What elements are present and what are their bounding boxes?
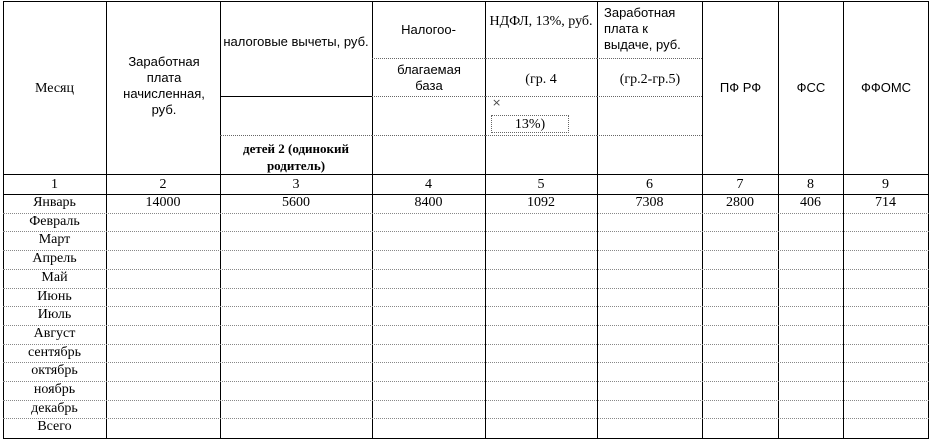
header-month: Месяц [35,81,74,96]
table-border-bottom [3,438,929,439]
month-cell: Май [41,269,68,285]
value-cell [220,325,372,344]
value-cell [372,400,485,419]
header-salary: Заработная плата начисленная, руб. [123,54,205,117]
dotted-line [485,58,597,59]
row-divider [3,213,929,214]
header-payout-formula: (гр.2-гр.5) [619,72,681,87]
value-cell [597,381,702,400]
value-cell [106,418,220,437]
table-row [0,194,931,213]
value-cell [843,250,928,269]
month-cell: октябрь [31,363,78,379]
value-cell [843,213,928,232]
table-row [0,325,931,344]
value-cell [372,362,485,381]
header-fss: ФСС [796,80,826,95]
value-cell [702,231,778,250]
value-cell [778,250,843,269]
deductions-subheader-line [220,96,372,97]
dotted-line [485,135,597,136]
value-cell [597,231,702,250]
value-cell [702,306,778,325]
value-cell [597,418,702,437]
column-number: 3 [292,177,300,192]
table-row [0,362,931,381]
value-cell [702,381,778,400]
table-row [0,213,931,232]
value-cell [702,269,778,288]
month-cell: Всего [37,419,72,435]
table-row [0,288,931,307]
value-cell [702,250,778,269]
header-ffoms: ФФОМС [860,80,912,95]
table-row [0,381,931,400]
value-cell [220,288,372,307]
value-cell [597,250,702,269]
value-cell [372,288,485,307]
table-row [0,418,931,437]
dotted-line [597,135,702,136]
value-cell [702,400,778,419]
value-cell [778,362,843,381]
dotted-line [220,135,372,136]
value-cell [372,381,485,400]
dotted-line [372,96,485,97]
value-cell [843,288,928,307]
header-deductions-children: детей 2 (одинокий родитель) [243,141,349,173]
value-cell: 5600 [282,195,310,210]
header-ndfl: НДФЛ, 13%, руб. [489,14,593,29]
dotted-line [372,58,485,59]
column-number: 6 [646,177,653,192]
row-divider [3,288,929,289]
row-divider [3,381,929,382]
value-cell: 2800 [726,195,754,210]
value-cell [597,400,702,419]
row-divider [3,362,929,363]
value-cell [597,288,702,307]
value-cell [106,213,220,232]
value-cell [220,269,372,288]
value-cell [485,344,597,363]
month-cell: Февраль [29,213,80,229]
value-cell [372,250,485,269]
value-cell [372,269,485,288]
value-cell [485,269,597,288]
value-cell [106,381,220,400]
row-divider [3,250,929,251]
value-cell [702,418,778,437]
value-cell [106,288,220,307]
row-divider [3,306,929,307]
table-row [0,250,931,269]
header-taxbase-bottom: благаемая база [397,62,461,93]
value-cell [843,231,928,250]
value-cell [485,306,597,325]
value-cell [485,381,597,400]
dotted-line [597,96,702,97]
table-border-top [3,1,929,2]
value-cell [106,269,220,288]
row-divider [3,400,929,401]
value-cell [220,418,372,437]
dotted-line [597,58,702,59]
value-cell [372,306,485,325]
value-cell [597,362,702,381]
value-cell [485,400,597,419]
value-cell [220,213,372,232]
value-cell [778,381,843,400]
column-number: 5 [537,177,545,192]
value-cell [778,269,843,288]
value-cell [843,400,928,419]
value-cell [778,344,843,363]
column-number: 9 [882,177,889,192]
value-cell [843,418,928,437]
value-cell [843,362,928,381]
value-cell [106,231,220,250]
table-row [0,400,931,419]
value-cell [597,325,702,344]
header-deductions: налоговые вычеты, руб. [223,34,369,49]
value-cell [106,306,220,325]
value-cell [106,250,220,269]
table-row [0,231,931,250]
row-divider [3,344,929,345]
value-cell [372,231,485,250]
month-cell: сентябрь [28,344,81,360]
header-taxbase-top: Налогоо- [401,22,456,37]
value-cell [778,288,843,307]
value-cell [106,362,220,381]
value-cell [220,344,372,363]
header-separator [3,174,929,175]
value-cell [106,325,220,344]
row-divider [3,325,929,326]
multiply-icon: × [492,96,502,109]
value-cell: 406 [800,195,821,210]
value-cell [597,344,702,363]
table-row [0,269,931,288]
column-number: 7 [736,177,744,192]
value-cell [485,250,597,269]
value-cell: 714 [875,195,896,210]
column-number: 4 [425,177,432,192]
value-cell [778,231,843,250]
value-cell [485,418,597,437]
month-cell: Июнь [37,288,72,304]
value-cell: 1092 [527,195,555,210]
month-cell: Январь [33,195,76,210]
column-number: 1 [51,177,58,192]
value-cell [220,381,372,400]
month-cell: Апрель [32,251,77,267]
month-cell: ноябрь [33,382,76,397]
month-cell: Август [33,325,76,341]
value-cell [778,325,843,344]
value-cell [778,400,843,419]
value-cell [778,418,843,437]
value-cell [220,306,372,325]
value-cell [702,288,778,307]
value-cell [485,213,597,232]
value-cell [106,344,220,363]
value-cell [485,362,597,381]
value-cell: 8400 [414,195,443,210]
value-cell [372,325,485,344]
value-cell [843,306,928,325]
ndfl-formula-box: 13%) [491,115,569,133]
column-number: 8 [807,177,814,192]
column-number: 2 [159,177,167,192]
value-cell [843,344,928,363]
value-cell [843,381,928,400]
value-cell [597,269,702,288]
table-row [0,306,931,325]
value-cell [702,325,778,344]
value-cell [220,362,372,381]
value-cell: 7308 [635,195,664,210]
value-cell [372,213,485,232]
value-cell [778,213,843,232]
value-cell [485,325,597,344]
value-cell [372,344,485,363]
value-cell [485,231,597,250]
row-divider [3,269,929,270]
row-divider [3,231,929,232]
value-cell [220,231,372,250]
month-cell: декабрь [31,400,78,416]
header-pf: ПФ РФ [719,80,762,95]
value-cell [702,344,778,363]
value-cell [843,269,928,288]
header-payout: Заработная плата к выдаче, руб. [604,5,681,52]
value-cell [778,306,843,325]
table-row [0,344,931,363]
value-cell [597,306,702,325]
value-cell [106,400,220,419]
value-cell [597,213,702,232]
month-cell: Июль [37,307,72,323]
row-divider [3,418,929,419]
value-cell [843,325,928,344]
value-cell [372,418,485,437]
value-cell [485,288,597,307]
dotted-line [485,96,597,97]
value-cell: 14000 [145,195,181,210]
dotted-line [372,135,485,136]
value-cell [220,400,372,419]
header-ndfl-formula: (гр. 4 [525,72,557,87]
value-cell [220,250,372,269]
value-cell [702,213,778,232]
month-cell: Март [38,232,71,248]
value-cell [702,362,778,381]
